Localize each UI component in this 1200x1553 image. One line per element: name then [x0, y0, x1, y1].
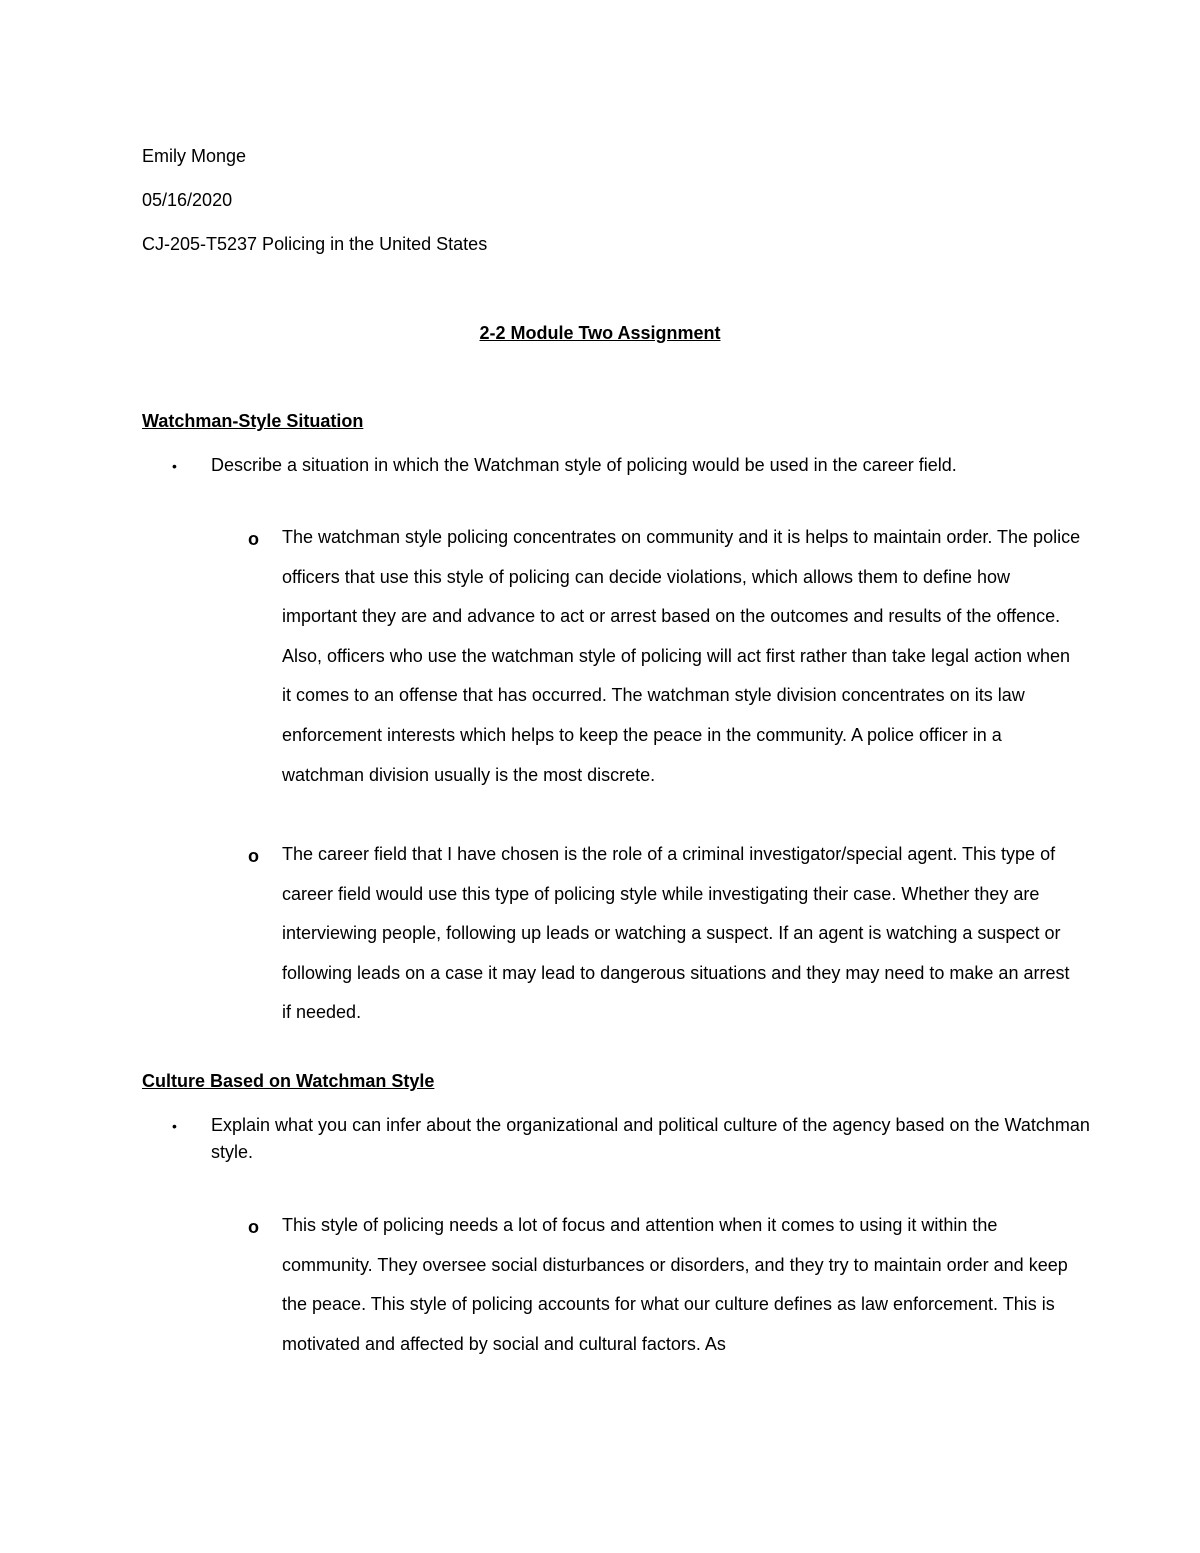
sub-bullet-marker: o: [248, 529, 259, 549]
sub-bullet-marker: o: [248, 1217, 259, 1237]
course-name: CJ-205-T5237 Policing in the United States: [142, 234, 488, 254]
section-heading-watchman-situation: Watchman-Style Situation: [142, 411, 364, 431]
bullet-marker: •: [172, 458, 177, 474]
bullet-marker: •: [172, 1118, 177, 1134]
answer-paragraph: The career field that I have chosen is the role of a criminal investigator/special agent. This type of career field would use this type of policing style while investigating their case. Whether they are interviewing people, following up leads or watching a suspect. If an agent is watching a suspect or following leads on a case it may lead to dangerous situations and they may need to make an arrest if needed.: [282, 844, 1070, 1023]
section-prompt: Describe a situation in which the Watchman style of policing would be used in the career field.: [211, 455, 957, 475]
answer-paragraph: The watchman style policing concentrates on community and it is helps to maintain order. The police officers that use this style of policing can decide violations, which allows them to define how important they are and advance to act or arrest based on the outcomes and results of the offence. Also, officers who use the watchman style of policing will act first rather than take legal action when it comes to an offense that has occurred. The watchman style division concentrates on its law enforcement interests which helps to keep the peace in the community. A police officer in a watchman division usually is the most discrete.: [282, 527, 1081, 785]
section-heading-culture: Culture Based on Watchman Style: [142, 1071, 435, 1091]
assignment-date: 05/16/2020: [142, 190, 233, 210]
answer-paragraph: This style of policing needs a lot of focus and attention when it comes to using it within the community. They oversee social disturbances or disorders, and they try to maintain order and keep the peace. This style of policing accounts for what our culture defines as law enforcement. This is motivated and affected by social and cultural factors. As: [282, 1215, 1068, 1354]
sub-bullet-marker: o: [248, 846, 259, 866]
section-prompt: Explain what you can infer about the organizational and political culture of the agency based on the Watchman style.: [211, 1115, 1090, 1162]
document-title: 2-2 Module Two Assignment: [479, 323, 721, 343]
author-name: Emily Monge: [142, 146, 247, 166]
